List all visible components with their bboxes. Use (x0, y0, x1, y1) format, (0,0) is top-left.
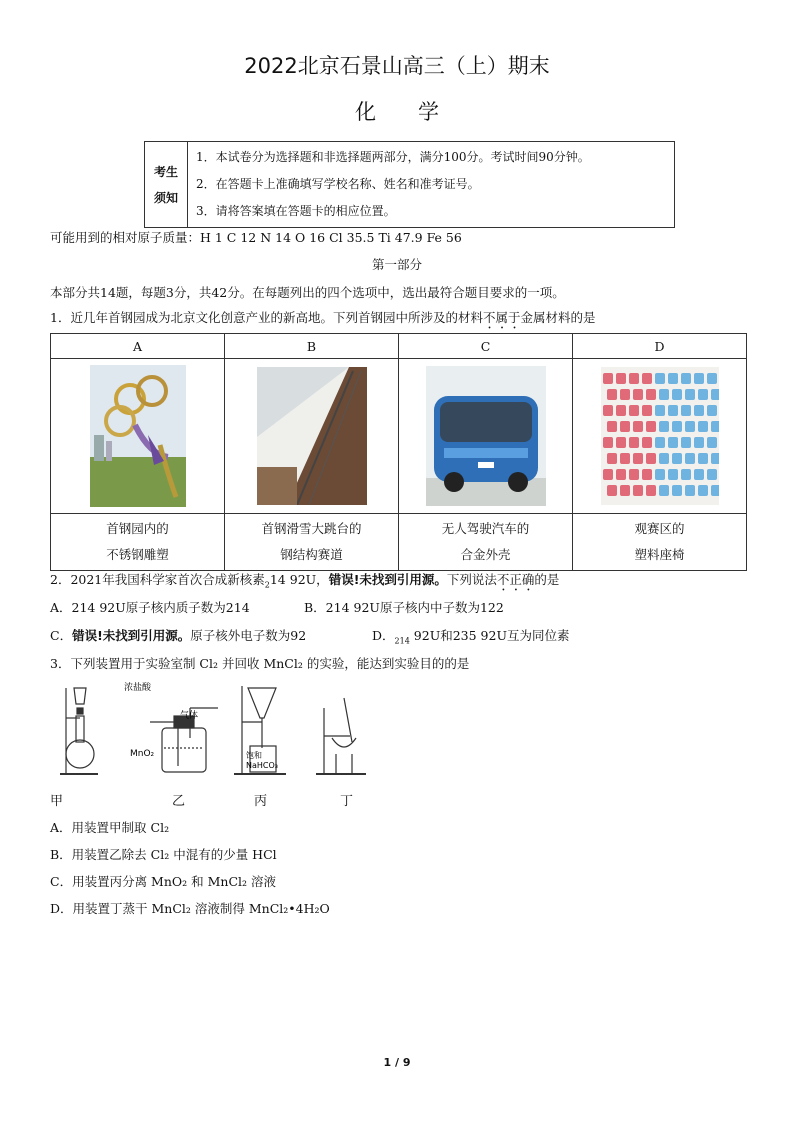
option-letter: C (399, 334, 573, 359)
apparatus-label-ding: 丁 (340, 794, 354, 809)
notice-item: 1．本试卷分为选择题和非选择题两部分，满分100分。考试时间90分钟。 (196, 150, 590, 164)
label-nahco3: NaHCO₃ (246, 761, 278, 770)
part-instruction: 本部分共14题，每题3分，共42分。在每题列出的四个选项中，选出最符合题目要求的一项。 (50, 285, 565, 300)
option-letter: A (51, 334, 225, 359)
apparatus-label-bing: 丙 (254, 794, 268, 809)
label-gas: 气体 (180, 711, 199, 721)
q1-stem: 1．近几年首钢园成为北京文化创意产业的新高地。下列首钢园中所涉及的材料不属于金属材料的是 (50, 310, 596, 325)
option-caption: 首钢园内的 (106, 521, 169, 536)
option-caption: 不锈钢雕塑 (106, 547, 169, 562)
q2-option-d: D．$_{214}$ 92U和235 92U互为同位素 (372, 628, 570, 646)
notice-items (188, 142, 675, 228)
q2-option-c: C．错误!未找到引用源。原子核外电子数为92 (50, 628, 307, 643)
q2-option-b: B．214 92U原子核内中子数为122 (304, 600, 504, 615)
notice-item: 3．请将答案填在答题卡的相应位置。 (196, 204, 396, 218)
option-caption: 钢结构赛道 (280, 547, 343, 562)
atomic-masses: 可能用到的相对原子质量：H 1 C 12 N 14 O 16 Cl 35.5 Ti 47.9 Fe 56 (50, 230, 462, 245)
option-caption: 观赛区的 (634, 521, 685, 536)
option-caption: 合金外壳 (460, 547, 511, 562)
option-caption: 无人驾驶汽车的 (441, 521, 530, 536)
q3-option-a: A．用装置甲制取 Cl₂ (50, 820, 170, 835)
reference-error: 错误!未找到引用源。 (72, 628, 191, 643)
q3-option-c: C．用装置丙分离 MnO₂ 和 MnCl₂ 溶液 (50, 874, 276, 889)
option-caption: 塑料座椅 (634, 547, 685, 562)
page-number: 1 / 9 (383, 1056, 411, 1069)
option-letter: B (225, 334, 399, 359)
stainless-steel-sculpture-image (90, 365, 186, 507)
q3-stem: 3．下列装置用于实验室制 Cl₂ 并回收 MnCl₂ 的实验，能达到实验目的的是 (50, 656, 470, 671)
apparatus-jia (60, 688, 98, 774)
part-heading: 第一部分 (371, 257, 422, 272)
option-caption: 首钢滑雪大跳台的 (261, 521, 362, 536)
q2-option-a: A．214 92U原子核内质子数为214 (50, 600, 250, 615)
page-title: 2022北京石景山高三（上）期末 (244, 54, 550, 78)
driverless-bus-image (426, 366, 546, 506)
q3-option-b: B．用装置乙除去 Cl₂ 中混有的少量 HCl (50, 847, 277, 862)
exam-notice-box (144, 141, 675, 228)
lab-apparatus-figure (50, 678, 370, 778)
apparatus-label-jia: 甲 (50, 794, 64, 809)
subject-title: 化学 (355, 100, 481, 124)
notice-item: 2．在答题卡上准确填写学校名称、姓名和准考证号。 (196, 177, 480, 191)
notice-label: 考生 须知 (145, 142, 188, 228)
steel-ski-jump-image (257, 367, 367, 505)
q3-option-d: D．用装置丁蒸干 MnCl₂ 溶液制得 MnCl₂•4H₂O (50, 901, 330, 916)
apparatus-ding (316, 698, 366, 774)
reference-error: 错误!未找到引用源。 (328, 572, 447, 587)
q1-options-table (50, 333, 747, 571)
label-mno2: MnO₂ (130, 749, 155, 759)
plastic-seats-image (601, 367, 719, 505)
label-saturated: 饱和 (246, 751, 262, 760)
label-conc-hcl: 浓盐酸 (124, 683, 152, 693)
apparatus-label-yi: 乙 (172, 794, 186, 809)
option-letter: D (573, 334, 747, 359)
q2-stem: 2．2021年我国科学家首次合成新核素$_2$14 92U，错误!未找到引用源。下列说法不正确的是 (50, 572, 560, 590)
